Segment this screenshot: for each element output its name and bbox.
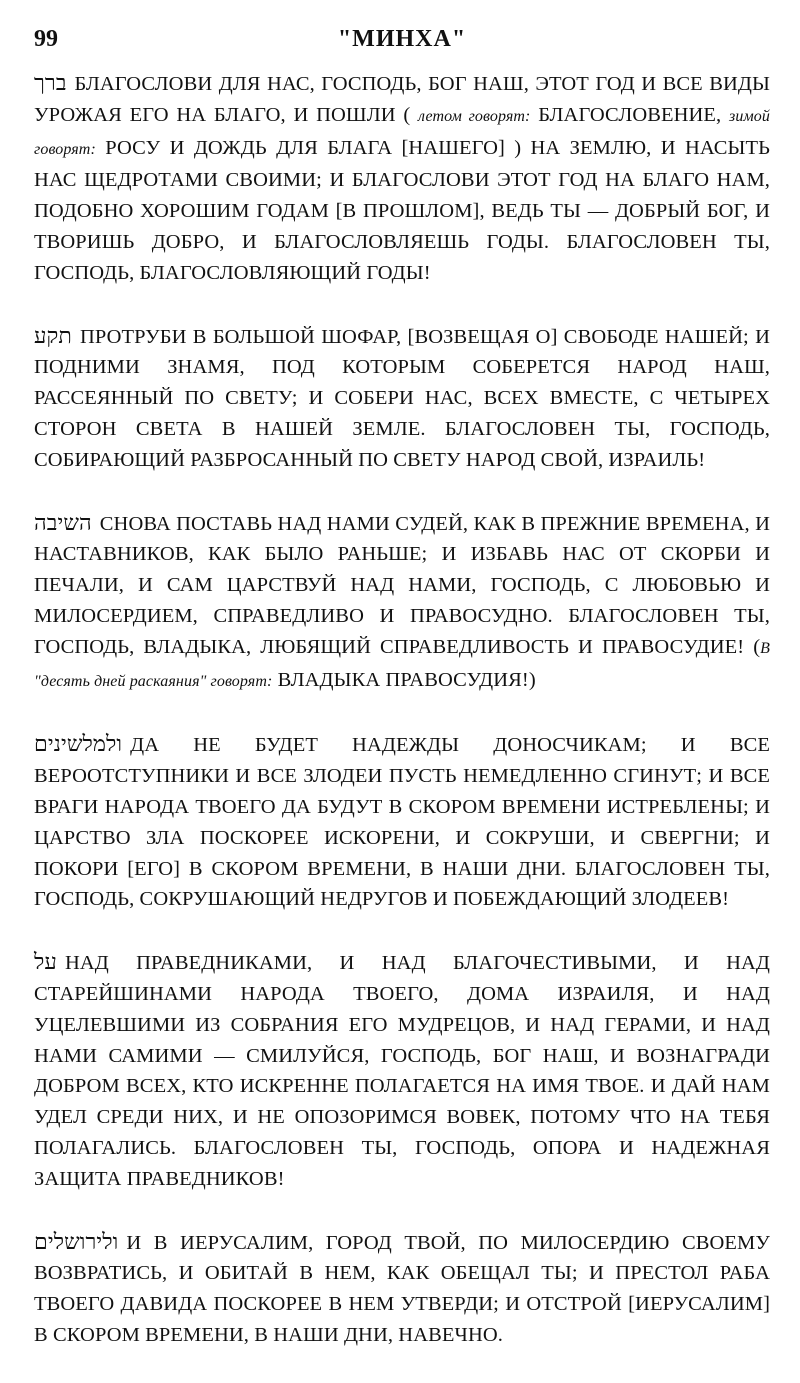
page-header [34, 26, 770, 66]
prayer-text-segment: СНОВА ПОСТАВЬ НАД НАМИ СУДЕЙ, КАК В ПРЕЖНИЕ ВРЕМЕНА, И НАСТАВНИКОВ, КАК БЫЛО РАНЬШЕ; И ИЗБАВЬ НАС ОТ СКОРБИ И ПЕЧАЛИ, И САМ ЦАРСТВУЙ НАД НАМИ, ГОСПОДЬ, С ЛЮБОВЬЮ И МИЛОСЕРДИЕМ, СПРАВЕДЛИВО И ПРАВОСУДНО. БЛАГОСЛОВЕН ТЫ, ГОСПОДЬ, ВЛАДЫКА, ЛЮБЯЩИЙ СПРАВЕДЛИВОСТЬ И ПРАВОСУДИЕ! ( [34, 512, 770, 658]
prayer-text-segment: ДА НЕ БУДЕТ НАДЕЖДЫ ДОНОСЧИКАМ; И ВСЕ ВЕРООТСТУПНИКИ И ВСЕ ЗЛОДЕИ ПУСТЬ НЕМЕДЛЕННО СГИНУТ; И ВСЕ ВРАГИ НАРОДА ТВОЕГО ДА БУДУТ В СКОРОМ ВРЕМЕНИ ИСТРЕБЛЕНЫ; И ЦАРСТВО ЗЛА ПОСКОРЕЕ ИСКОРЕНИ, И СОКРУШИ, И СВЕРГНИ; И ПОКОРИ [ЕГО] В СКОРОМ ВРЕМЕНИ, В НАШИ ДНИ. БЛАГОСЛОВЕН ТЫ, ГОСПОДЬ, СОКРУШАЮЩИЙ НЕДРУГОВ И ПОБЕЖДАЮЩИЙ ЗЛОДЕЕВ! [34, 734, 770, 911]
prayer-text [34, 68, 770, 1383]
hebrew-opening-word: ברך [34, 70, 67, 95]
prayer-text-segment: И В ИЕРУСАЛИМ, ГОРОД ТВОЙ, ПО МИЛОСЕРДИЮ СВОЕМУ ВОЗВРАТИСЬ, И ОБИТАЙ В НЕМ, КАК ОБЕЩАЛ ТЫ; И ПРЕСТОЛ РАБА ТВОЕГО ДАВИДА ПОСКОРЕЕ В НЕМ УТВЕРДИ; И ОТСТРОЙ [ИЕРУСАЛИМ] В СКОРОМ ВРЕМЕНИ, В НАШИ ДНИ, НАВЕЧНО. [34, 1231, 770, 1346]
prayer-text-segment: БЛАГОСЛОВИ ДЛЯ НАС, ГОСПОДЬ, БОГ НАШ, ЭТОТ ГОД И ВСЕ ВИДЫ УРОЖАЯ ЕГО НА БЛАГО, И ПОШЛИ ( [34, 73, 770, 126]
rubric-note: В "десять дней раскаяния" говорят: [34, 639, 770, 690]
prayer-text-segment: БЛАГОСЛОВЕНИЕ, [530, 103, 730, 126]
blessing-paragraph [34, 947, 770, 1194]
rubric-note: зимой говорят: [34, 107, 770, 158]
page-number: 99 [34, 26, 58, 52]
hebrew-opening-word: תקע [34, 322, 72, 348]
hebrew-opening-word: ולירושלים [34, 1228, 119, 1254]
blessing-paragraph [34, 729, 770, 915]
prayer-text-segment: ВЛАДЫКА ПРАВОСУДИЯ!) [272, 668, 536, 691]
blessing-paragraph [34, 1227, 770, 1351]
prayer-text-segment: РОСУ И ДОЖДЬ ДЛЯ БЛАГА [НАШЕГО] ) НА ЗЕМЛЮ, И НАСЫТЬ НАС ЩЕДРОТАМИ СВОИМИ; И БЛАГОСЛОВИ ЭТОТ ГОД НА БЛАГО НАМ, ПОДОБНО ХОРОШИМ ГОДАМ [В ПРОШЛОМ], ВЕДЬ ТЫ — ДОБРЫЙ БОГ, И ТВОРИШЬ ДОБРО, И БЛАГОСЛОВЛЯЕШЬ ГОДЫ. БЛАГОСЛОВЕН ТЫ, ГОСПОДЬ, БЛАГОСЛОВЛЯЮЩИЙ ГОДЫ! [34, 136, 770, 284]
blessing-paragraph [34, 68, 770, 289]
running-title: "МИНХА" [337, 26, 467, 52]
blessing-paragraph [34, 321, 770, 476]
hebrew-opening-word: ולמלשינים [34, 731, 123, 757]
prayer-text-segment: НАД ПРАВЕДНИКАМИ, И НАД БЛАГОЧЕСТИВЫМИ, И НАД СТАРЕЙШИНАМИ НАРОДА ТВОЕГО, ДОМА ИЗРАИЛЯ, И НАД УЦЕЛЕВШИМИ ИЗ СОБРАНИЯ ЕГО МУДРЕЦОВ, И НАД ГЕРАМИ, И НАД НАМИ САМИМИ — СМИЛУЙСЯ, ГОСПОДЬ, БОГ НАШ, И ВОЗНАГРАДИ ДОБРОМ ВСЕХ, КТО ИСКРЕННЕ ПОЛАГАЕТСЯ НА ИМЯ ТВОЕ. И ДАЙ НАМ УДЕЛ СРЕДИ НИХ, И НЕ ОПОЗОРИМСЯ ВОВЕК, ПОТОМУ ЧТО НА ТЕБЯ ПОЛАГАЛИСЬ. БЛАГОСЛОВЕН ТЫ, ГОСПОДЬ, ОПОРА И НАДЕЖНАЯ ЗАЩИТА ПРАВЕДНИКОВ! [34, 952, 770, 1190]
rubric-note: летом говорят: [418, 107, 531, 125]
blessing-paragraph [34, 508, 770, 698]
hebrew-opening-word: השיבה [34, 509, 92, 535]
prayer-text-segment: ПРОТРУБИ В БОЛЬШОЙ ШОФАР, [ВОЗВЕЩАЯ О] СВОБОДЕ НАШЕЙ; И ПОДНИМИ ЗНАМЯ, ПОД КОТОРЫМ СОБЕРЕТСЯ НАРОД НАШ, РАССЕЯННЫЙ ПО СВЕТУ; И СОБЕРИ НАС, ВСЕХ ВМЕСТЕ, С ЧЕТЫРЕХ СТОРОН СВЕТА В НАШЕЙ ЗЕМЛЕ. БЛАГОСЛОВЕН ТЫ, ГОСПОДЬ, СОБИРАЮЩИЙ РАЗБРОСАННЫЙ ПО СВЕТУ НАРОД СВОЙ, ИЗРАИЛЬ! [34, 325, 770, 471]
hebrew-opening-word: על [34, 949, 57, 975]
